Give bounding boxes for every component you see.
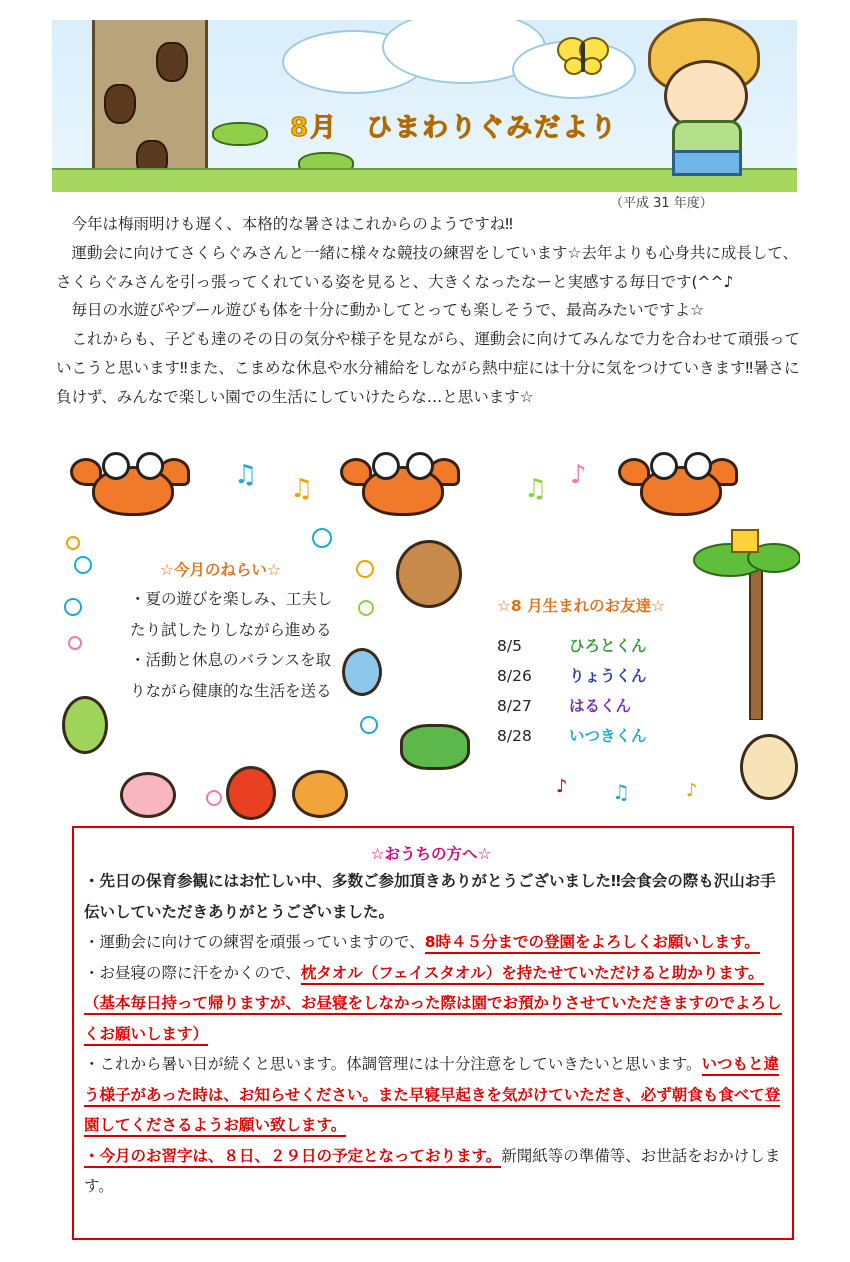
notice-practice: ・運動会に向けての練習を頑張っていますので、 (84, 933, 425, 951)
pig-icon (120, 772, 176, 818)
bubble-decoration (312, 528, 332, 548)
octopus-icon (226, 766, 276, 820)
crab-eye (372, 452, 400, 480)
birthday-date: 8/27 (497, 697, 532, 715)
palm-tree-icon (690, 520, 800, 720)
beetle-icon (104, 84, 136, 124)
notice-calligraphy: ・今月のお習字は、８日、２９日の予定となっております。 (84, 1147, 501, 1168)
birthday-row (497, 694, 631, 716)
notice-health-request: いつもと違う様子があった時は、お知らせください。また早寝早起きを気がけていただき、必ず朝食も食べて登園してくださるようお願い致します。 (84, 1055, 780, 1137)
crab-icon (70, 458, 190, 510)
music-note-icon: ♫ (234, 460, 258, 490)
aim-item: ・活動と休息のバランスを取りながら健康的な生活を送る (130, 651, 332, 700)
intro-paragraph: 今年は梅雨明けも遅く、本格的な暑さはこれからのようですね‼ (71, 215, 513, 233)
music-note-icon: ♪ (570, 460, 587, 490)
birthday-name: いつきくん (569, 727, 647, 745)
frog-icon (62, 696, 108, 754)
notice-health: ・これから暑い日が続くと思います。体調管理には十分注意をしていきたいと思います。 (84, 1055, 702, 1073)
crab-icon (340, 458, 460, 510)
crab-eye (406, 452, 434, 480)
grasshopper-icon (212, 122, 268, 146)
notice-calligraphy-prep: 新聞紙等の準備等、お世話をおかけします。 (84, 1146, 781, 1195)
notice-visit-thanks: ・先日の保育参観にはお忙しい中、多数ご参加頂きありがとうございました‼会食会の際も沢山お手伝いしていただきありがとうございました。 (84, 872, 776, 921)
birthdays-heading: ☆8 月生まれのお友達☆ (497, 597, 665, 615)
crab-eye (650, 452, 678, 480)
bubble-decoration (68, 636, 82, 650)
birthday-name: ひろとくん (569, 637, 647, 655)
parents-heading: ☆おうちの方へ☆ (370, 845, 492, 863)
notice-arrival-time: 8時４５分までの登園をよろしくお願いします。 (425, 933, 760, 954)
bubble-decoration (206, 790, 222, 806)
mouse-icon (342, 648, 382, 696)
year-label: （平成 31 年度） (610, 196, 713, 211)
music-note-icon: ♫ (612, 780, 630, 804)
crocodile-icon (400, 724, 470, 770)
bear-guitar-icon (740, 734, 798, 800)
birthday-date: 8/28 (497, 727, 532, 745)
bubble-decoration (64, 598, 82, 616)
beetle-icon (156, 42, 188, 82)
music-note-icon: ♫ (290, 474, 314, 504)
aim-item: ・夏の遊びを楽しみ、工夫したり試したりしながら進める (130, 590, 333, 639)
crab-icon (618, 458, 738, 510)
boy-shorts (672, 150, 742, 176)
notice-nap: ・お昼寝の際に汗をかくので、 (84, 963, 301, 982)
birthday-row (497, 664, 647, 686)
butterfly-icon (556, 36, 610, 76)
bubble-decoration (358, 600, 374, 616)
bear-icon (292, 770, 348, 818)
notice-towel: 枕タオル（フェイスタオル）を持たせていただけると助かります。（基本毎日持って帰りますが、お昼寝をしなかった際は園でお預かりさせていただきますのでよろしくお願いします） (84, 964, 782, 1046)
bubble-decoration (360, 716, 378, 734)
birthday-name: はるくん (569, 697, 632, 715)
intro-paragraph: 毎日の水遊びやプール遊びも体を十分に動かしてとっても楽しそうで、最高みたいですよ☆ (71, 301, 705, 320)
intro-paragraph: これからも、子ども達のその日の気分や様子を見ながら、運動会に向けてみんなで力を合わせて頑張っていこうと思います‼また、こまめな休息や水分補給をしながら熱中症には十分に気をつけていきます‼暑さに負けず、みんなで楽しい園での生活にしていけたらな…と思います☆ (56, 330, 801, 406)
page-title: 8月 ひまわりぐみだより (290, 113, 619, 143)
intro-text (56, 210, 801, 412)
crab-eye (136, 452, 164, 480)
music-note-icon: ♪ (686, 780, 698, 801)
birthday-row (497, 724, 647, 746)
birthday-date: 8/26 (497, 667, 532, 685)
crab-eye (684, 452, 712, 480)
crab-eye (102, 452, 130, 480)
bubble-decoration (66, 536, 80, 550)
monkey-icon (396, 540, 462, 608)
birthday-row (497, 634, 647, 656)
bubble-decoration (356, 560, 374, 578)
parents-notice-text (84, 866, 784, 1202)
birthday-name: りょうくん (569, 667, 647, 685)
aims-heading: ☆今月のねらい☆ (160, 561, 281, 579)
music-note-icon: ♫ (524, 474, 548, 504)
birthday-date: 8/5 (497, 637, 522, 655)
intro-paragraph: 運動会に向けてさくらぐみさんと一緒に様々な競技の練習をしています☆去年よりも心身共に成長して、さくらぐみさんを引っ張ってくれている姿を見ると、大きくなったなーと実感する毎日です(^^♪ (56, 243, 799, 291)
aims-list (130, 584, 342, 706)
music-note-icon: ♪ (556, 776, 568, 797)
bubble-decoration (74, 556, 92, 574)
